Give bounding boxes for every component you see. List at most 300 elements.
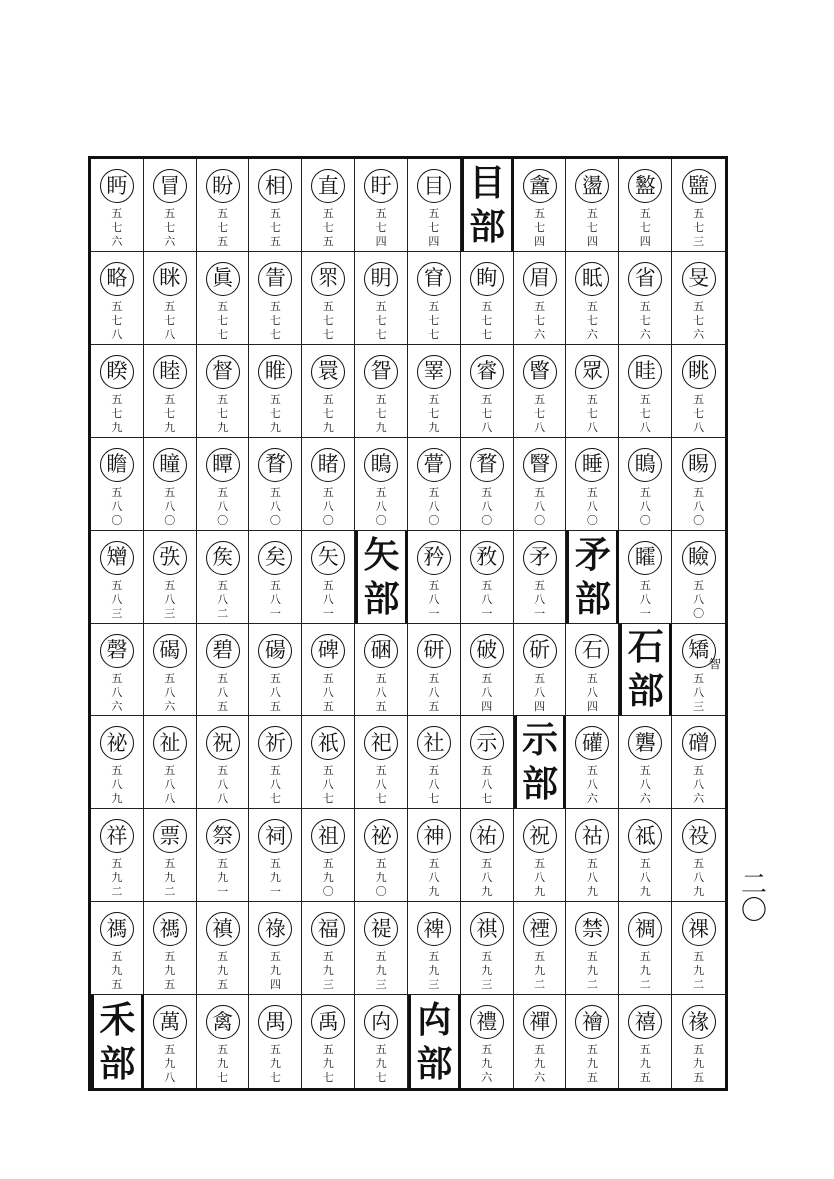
entry-page-number: 五七九: [111, 392, 123, 434]
entry-page-number: 五九五: [586, 1043, 598, 1085]
entry-page-number: 五九三: [428, 950, 440, 992]
entry-character: 矣: [258, 541, 292, 575]
character-entry: [408, 902, 461, 995]
entry-character: 石: [575, 634, 609, 668]
entry-character: 祺: [470, 912, 504, 946]
character-entry: [355, 624, 408, 717]
entry-page-number: 五八二: [217, 578, 229, 620]
radical-header-text: 石部: [627, 626, 664, 713]
entry-character: 眢: [364, 355, 398, 389]
entry-page-number: 五七四: [534, 207, 546, 248]
entry-page-number: 五七六: [639, 299, 651, 341]
entry-character: 碑: [311, 634, 345, 668]
entry-character: 盪: [575, 169, 609, 203]
character-entry: [514, 438, 567, 531]
character-entry: [514, 809, 567, 902]
entry-character: 省: [628, 262, 662, 296]
page-number: 二〇: [740, 870, 767, 926]
character-entry: [514, 995, 567, 1088]
entry-page-number: 五七八: [586, 392, 598, 434]
entry-character: 眚: [258, 262, 292, 296]
entry-character: 禛: [206, 912, 240, 946]
character-entry: [672, 531, 725, 624]
character-entry: [144, 902, 197, 995]
character-entry: [302, 438, 355, 531]
entry-character: 礱: [628, 726, 662, 760]
character-entry: [672, 438, 725, 531]
entry-character: 眴: [470, 262, 504, 296]
entry-page-number: 五八三: [111, 578, 123, 620]
entry-page-number: 五八七: [481, 764, 493, 806]
character-entry: [197, 159, 250, 252]
entry-character: 祠: [258, 819, 292, 853]
entry-character: 瞻: [100, 448, 134, 482]
character-entry: [91, 809, 144, 902]
entry-character: 禹: [311, 1005, 345, 1039]
character-entry: [91, 902, 144, 995]
entry-character: 眺: [682, 355, 716, 389]
entry-page-number: 五七四: [586, 207, 598, 248]
entry-page-number: 五九七: [217, 1043, 229, 1085]
entry-character: 碣: [153, 634, 187, 668]
character-entry: [672, 159, 725, 252]
character-entry: [514, 902, 567, 995]
character-entry: [355, 252, 408, 345]
entry-page-number: 五九一: [269, 857, 281, 899]
character-entry: [672, 252, 725, 345]
entry-page-number: 五八九: [428, 857, 440, 899]
character-entry: [408, 159, 461, 252]
entry-page-number: 五八一: [481, 578, 493, 620]
character-entry: [566, 809, 619, 902]
entry-character: 瞗: [628, 448, 662, 482]
entry-page-number: 五八〇: [481, 485, 493, 527]
character-entry: [249, 624, 302, 717]
character-entry: [619, 995, 672, 1088]
entry-page-number: 五八三: [164, 578, 176, 620]
character-entry: [302, 624, 355, 717]
entry-page-number: 五七六: [586, 299, 598, 341]
entry-character: 研: [417, 634, 451, 668]
entry-character: 禪: [523, 1005, 557, 1039]
entry-character: 矯: [682, 634, 716, 668]
entry-page-number: 五七九: [269, 392, 281, 434]
character-entry: [672, 809, 725, 902]
entry-character: 祀: [364, 726, 398, 760]
entry-page-number: 五九七: [375, 1043, 387, 1085]
entry-character: 睗: [682, 448, 716, 482]
character-entry: [408, 716, 461, 809]
character-entry: [144, 252, 197, 345]
radical-header-text: 禸部: [416, 998, 453, 1085]
entry-page-number: 五八〇: [111, 485, 123, 527]
character-entry: [355, 159, 408, 252]
entry-character: 矜: [417, 541, 451, 575]
entry-character: 斫: [523, 634, 557, 668]
character-entry: [302, 716, 355, 809]
entry-page-number: 五八一: [428, 578, 440, 620]
entry-character: 窅: [417, 262, 451, 296]
entry-page-number: 五八〇: [693, 485, 705, 527]
entry-character: 盬: [682, 169, 716, 203]
entry-page-number: 五八八: [217, 764, 229, 806]
entry-character: 禽: [206, 1005, 240, 1039]
entry-page-number: 五七八: [693, 392, 705, 434]
entry-page-number: 五八七: [375, 764, 387, 806]
entry-page-number: 五九一: [217, 857, 229, 899]
character-entry: [514, 345, 567, 438]
character-entry: [144, 438, 197, 531]
entry-page-number: 五八〇: [269, 485, 281, 527]
radical-header: [91, 995, 144, 1088]
entry-page-number: 五七八: [534, 392, 546, 434]
entry-page-number: 五八九: [639, 857, 651, 899]
entry-character: 禸: [364, 1005, 398, 1039]
entry-character: 眀: [364, 262, 398, 296]
entry-page-number: 五八六: [111, 671, 123, 713]
entry-page-number: 五八九: [693, 857, 705, 899]
character-entry: [619, 809, 672, 902]
entry-page-number: 五九二: [534, 950, 546, 992]
entry-page-number: 五七六: [111, 207, 123, 248]
character-entry: [302, 531, 355, 624]
entry-character: 祖: [311, 819, 345, 853]
entry-page-number: 五七九: [322, 392, 334, 434]
entry-character: 睘: [311, 355, 345, 389]
character-entry: [249, 438, 302, 531]
character-entry: [672, 716, 725, 809]
character-entry: [144, 716, 197, 809]
character-entry: [619, 438, 672, 531]
character-entry: [461, 438, 514, 531]
entry-character: 矤: [153, 541, 187, 575]
character-entry: [197, 902, 250, 995]
entry-page-number: 五八〇: [375, 485, 387, 527]
entry-character: 祥: [100, 819, 134, 853]
entry-character: 眡: [575, 262, 609, 296]
entry-character: 眔: [311, 262, 345, 296]
entry-character: 祉: [153, 726, 187, 760]
character-index-grid: [88, 156, 728, 1091]
entry-page-number: 五七三: [693, 207, 705, 248]
character-entry: [355, 345, 408, 438]
character-entry: [566, 438, 619, 531]
character-entry: [619, 345, 672, 438]
entry-page-number: 五七九: [428, 392, 440, 434]
entry-character: 睿: [470, 355, 504, 389]
entry-character: 盼: [206, 169, 240, 203]
entry-page-number: 五九六: [534, 1043, 546, 1085]
entry-page-number: 五七八: [164, 299, 176, 341]
character-entry: [197, 624, 250, 717]
entry-page-number: 五八六: [164, 671, 176, 713]
character-entry: [408, 624, 461, 717]
character-entry: [249, 252, 302, 345]
character-entry: [302, 252, 355, 345]
entry-character: 禁: [575, 912, 609, 946]
entry-character: 禬: [575, 1005, 609, 1039]
character-entry: [91, 159, 144, 252]
character-entry: [461, 624, 514, 717]
entry-character: 祈: [258, 726, 292, 760]
character-entry: [461, 531, 514, 624]
character-entry: [249, 902, 302, 995]
entry-character: 旻: [682, 262, 716, 296]
character-entry: [408, 438, 461, 531]
entry-page-number: 五八〇: [693, 578, 705, 620]
character-entry: [619, 902, 672, 995]
entry-page-number: 五八七: [322, 764, 334, 806]
entry-page-number: 五八七: [428, 764, 440, 806]
entry-page-number: 五七九: [375, 392, 387, 434]
character-entry: [355, 438, 408, 531]
entry-character: 睹: [311, 448, 345, 482]
character-entry: [408, 252, 461, 345]
entry-page-number: 五八六: [693, 764, 705, 806]
character-entry: [249, 159, 302, 252]
entry-page-number: 五八五: [428, 671, 440, 713]
entry-character: 碧: [206, 634, 240, 668]
entry-character: 略: [100, 262, 134, 296]
entry-character: 社: [417, 726, 451, 760]
entry-character: 票: [153, 819, 187, 853]
character-entry: [514, 624, 567, 717]
entry-character: 祐: [470, 819, 504, 853]
character-entry: [566, 995, 619, 1088]
entry-page-number: 五八六: [639, 764, 651, 806]
entry-character: 瞢: [417, 448, 451, 482]
entry-page-number: 五九二: [164, 857, 176, 899]
entry-page-number: 五九四: [269, 950, 281, 992]
character-entry: [91, 716, 144, 809]
entry-character: 瞳: [153, 448, 187, 482]
character-entry: [619, 252, 672, 345]
entry-character: 磳: [682, 726, 716, 760]
entry-character: 眭: [628, 355, 662, 389]
entry-page-number: 五九五: [639, 1043, 651, 1085]
entry-page-number: 五八九: [586, 857, 598, 899]
entry-character: 禔: [364, 912, 398, 946]
entry-page-number: 五八五: [375, 671, 387, 713]
entry-character: 眄: [100, 169, 134, 203]
entry-character: 破: [470, 634, 504, 668]
character-entry: [566, 345, 619, 438]
character-entry: [197, 995, 250, 1088]
entry-page-number: 五八九: [481, 857, 493, 899]
entry-page-number: 五八一: [269, 578, 281, 620]
character-entry: [619, 531, 672, 624]
character-entry: [249, 345, 302, 438]
radical-header-text: 矛部: [574, 533, 611, 620]
character-entry: [672, 345, 725, 438]
entry-page-number: 五九二: [639, 950, 651, 992]
entry-character: 督: [206, 355, 240, 389]
entry-page-number: 五八七: [269, 764, 281, 806]
entry-character: 睦: [153, 355, 187, 389]
entry-page-number: 五九五: [693, 1043, 705, 1085]
entry-character: 瞼: [682, 541, 716, 575]
character-entry: [91, 438, 144, 531]
entry-page-number: 五八四: [586, 671, 598, 713]
entry-page-number: 五八〇: [639, 485, 651, 527]
entry-character: 碭: [258, 634, 292, 668]
character-entry: [302, 159, 355, 252]
entry-page-number: 五七六: [164, 207, 176, 248]
character-entry: [514, 531, 567, 624]
entry-page-number: 五九七: [269, 1043, 281, 1085]
entry-character: 冒: [153, 169, 187, 203]
radical-header: [566, 531, 619, 624]
entry-page-number: 五七八: [639, 392, 651, 434]
character-entry: [197, 531, 250, 624]
entry-character: 矐: [628, 541, 662, 575]
entry-character: 神: [417, 819, 451, 853]
entry-page-number: 五九五: [111, 950, 123, 992]
entry-character: 禂: [628, 912, 662, 946]
entry-page-number: 五九三: [322, 950, 334, 992]
character-entry: [566, 252, 619, 345]
character-entry: [672, 624, 725, 717]
radical-header: [355, 531, 408, 624]
character-entry: [461, 716, 514, 809]
character-entry: [144, 531, 197, 624]
character-entry: [408, 809, 461, 902]
character-entry: [514, 159, 567, 252]
entry-character: 瞗: [364, 448, 398, 482]
entry-page-number: 五八〇: [586, 485, 598, 527]
entry-page-number: 五九三: [481, 950, 493, 992]
entry-character: 瞀: [470, 448, 504, 482]
character-entry: [302, 345, 355, 438]
entry-character: 敄: [470, 541, 504, 575]
entry-page-number: 五九七: [322, 1043, 334, 1085]
character-entry: [672, 995, 725, 1088]
entry-page-number: 五九〇: [322, 857, 334, 899]
entry-page-number: 五九八: [164, 1043, 176, 1085]
entry-page-number: 五七八: [111, 299, 123, 341]
variant-character-note: 智: [708, 656, 721, 671]
entry-page-number: 五八一: [322, 578, 334, 620]
entry-character: 直: [311, 169, 345, 203]
entry-character: 矦: [206, 541, 240, 575]
character-entry: [302, 809, 355, 902]
entry-page-number: 五七八: [481, 392, 493, 434]
entry-character: 禋: [523, 912, 557, 946]
character-entry: [91, 624, 144, 717]
character-entry: [302, 902, 355, 995]
character-entry: [144, 624, 197, 717]
entry-character: 祜: [575, 819, 609, 853]
character-entry: [144, 995, 197, 1088]
entry-character: 瞖: [523, 448, 557, 482]
radical-header-text: 目部: [469, 161, 506, 248]
entry-character: 眯: [153, 262, 187, 296]
character-entry: [197, 438, 250, 531]
radical-header: [408, 995, 461, 1088]
entry-character: 祭: [206, 819, 240, 853]
entry-character: 祇: [311, 726, 345, 760]
entry-page-number: 五九〇: [375, 857, 387, 899]
entry-page-number: 五七四: [375, 207, 387, 248]
character-entry: [355, 716, 408, 809]
radical-header: [514, 716, 567, 809]
entry-character: 祕: [100, 726, 134, 760]
entry-page-number: 五九三: [375, 950, 387, 992]
character-entry: [197, 252, 250, 345]
entry-character: 睪: [417, 355, 451, 389]
character-entry: [619, 159, 672, 252]
character-entry: [461, 252, 514, 345]
entry-page-number: 五七七: [375, 299, 387, 341]
entry-page-number: 五九五: [217, 950, 229, 992]
character-entry: [408, 345, 461, 438]
character-entry: [566, 716, 619, 809]
character-entry: [408, 531, 461, 624]
entry-character: 示: [470, 726, 504, 760]
character-entry: [672, 902, 725, 995]
radical-header-text: 禾部: [99, 998, 136, 1085]
entry-page-number: 五八〇: [428, 485, 440, 527]
character-entry: [197, 345, 250, 438]
character-entry: [91, 252, 144, 345]
character-entry: [91, 345, 144, 438]
entry-character: 目: [417, 169, 451, 203]
character-entry: [249, 995, 302, 1088]
entry-page-number: 五七五: [322, 207, 334, 248]
entry-page-number: 五七七: [322, 299, 334, 341]
entry-character: 矢: [311, 541, 345, 575]
entry-character: 禆: [417, 912, 451, 946]
entry-page-number: 五八〇: [217, 485, 229, 527]
entry-page-number: 五八〇: [534, 485, 546, 527]
character-entry: [144, 809, 197, 902]
entry-character: 盭: [628, 169, 662, 203]
entry-page-number: 五七四: [639, 207, 651, 248]
entry-character: 眞: [206, 262, 240, 296]
entry-character: 祼: [682, 912, 716, 946]
character-entry: [461, 995, 514, 1088]
entry-page-number: 五七六: [534, 299, 546, 341]
entry-character: 福: [311, 912, 345, 946]
character-entry: [249, 716, 302, 809]
character-entry: [91, 531, 144, 624]
entry-page-number: 五八四: [534, 671, 546, 713]
entry-character: 睡: [575, 448, 609, 482]
entry-page-number: 五八五: [269, 671, 281, 713]
entry-page-number: 五八一: [639, 578, 651, 620]
entry-page-number: 五八五: [322, 671, 334, 713]
character-entry: [144, 345, 197, 438]
entry-character: 祿: [258, 912, 292, 946]
entry-page-number: 五七九: [164, 392, 176, 434]
entry-character: 眉: [523, 262, 557, 296]
entry-page-number: 五七七: [481, 299, 493, 341]
entry-character: 禺: [258, 1005, 292, 1039]
character-entry: [619, 716, 672, 809]
entry-character: 祕: [364, 819, 398, 853]
character-entry: [355, 902, 408, 995]
character-entry: [144, 159, 197, 252]
character-entry: [566, 902, 619, 995]
character-entry: [514, 252, 567, 345]
entry-character: 禡: [100, 912, 134, 946]
entry-character: 盱: [364, 169, 398, 203]
entry-page-number: 五八三: [693, 671, 705, 713]
entry-character: 相: [258, 169, 292, 203]
entry-character: 睽: [100, 355, 134, 389]
entry-page-number: 五八四: [481, 671, 493, 713]
entry-page-number: 五七七: [428, 299, 440, 341]
